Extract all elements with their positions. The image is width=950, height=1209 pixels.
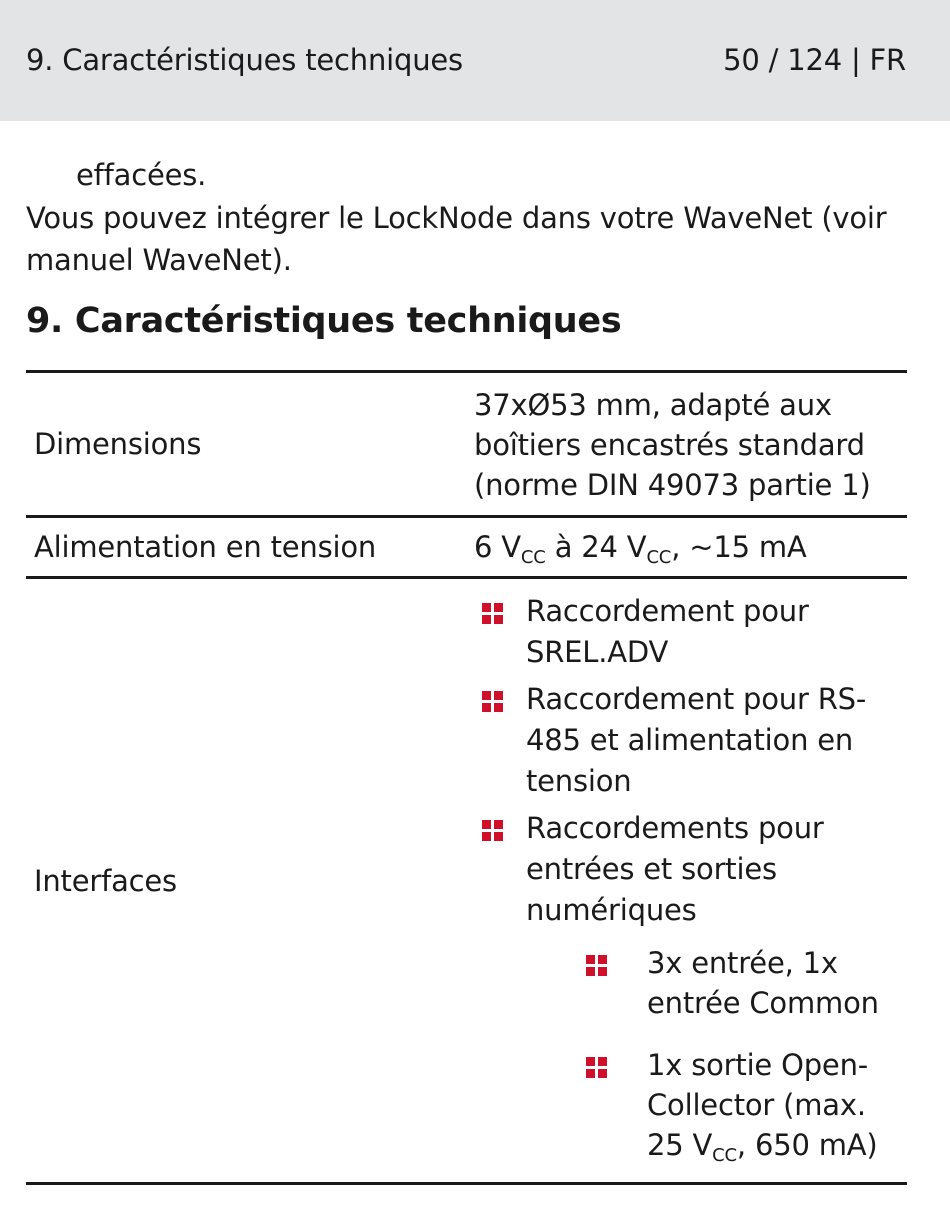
intro-paragraph: Vous pouvez intégrer le LockNode dans votre WaveNet (voir manuel WaveNet). [26,201,887,277]
header-page-info: 50 / 124 | FR [723,43,906,77]
interface-item-text: Raccordement pour SREL.ADV [526,593,809,669]
interface-item-text: Raccordement pour RS-485 et alimentation en tension [526,681,867,798]
interfaces-sub-list [526,943,907,1165]
interfaces-label: Interfaces [34,863,177,898]
four-square-bullet-icon [482,691,504,713]
four-square-bullet-icon [482,820,504,842]
power-min-voltage: 6 V [474,530,521,564]
intro-continuation: effacées. [76,158,207,192]
section-heading: 9. Caractéristiques techniques [26,301,622,341]
power-value [474,517,907,578]
sub-item-text: 3x entrée, 1x entrée Common [647,945,879,1020]
table-row-power [26,517,907,578]
four-square-bullet-icon [482,603,504,625]
sub-item-text-tail: , 650 mA) [736,1127,878,1162]
output-dc-subscript: CC [712,1144,737,1166]
list-item [526,943,907,1023]
power-current: , ~15 mA [671,530,807,564]
list-item [474,679,907,802]
power-label: Alimentation en tension [34,530,377,564]
dimensions-line-2: boîtiers encastrés standard [474,428,865,462]
four-square-bullet-icon [586,1057,608,1079]
list-item [474,808,907,1165]
table-row-dimensions [26,372,907,517]
power-max-voltage: à 24 V [545,530,647,564]
power-dc-subscript: CC [646,547,672,568]
four-square-bullet-icon [586,955,608,977]
power-dc-subscript: CC [520,547,546,568]
header-section-title: 9. Caractéristiques techniques [26,43,463,77]
interfaces-value [474,578,907,1184]
dimensions-label: Dimensions [34,427,202,461]
dimensions-line-1: 37xØ53 mm, adapté aux [474,388,832,422]
spec-table [26,370,907,1185]
dimensions-line-3: (norme DIN 49073 partie 1) [474,468,871,502]
sub-item-text: 1x sortie Open-Collector (max. 25 V [647,1047,869,1162]
list-item [474,591,907,673]
interface-item-text: Raccordements pour entrées et sorties numériques [526,810,824,927]
page-header [0,0,950,121]
list-item [526,1045,907,1165]
interfaces-list [474,591,907,1165]
dimensions-value [474,372,907,517]
table-row-interfaces [26,578,907,1184]
